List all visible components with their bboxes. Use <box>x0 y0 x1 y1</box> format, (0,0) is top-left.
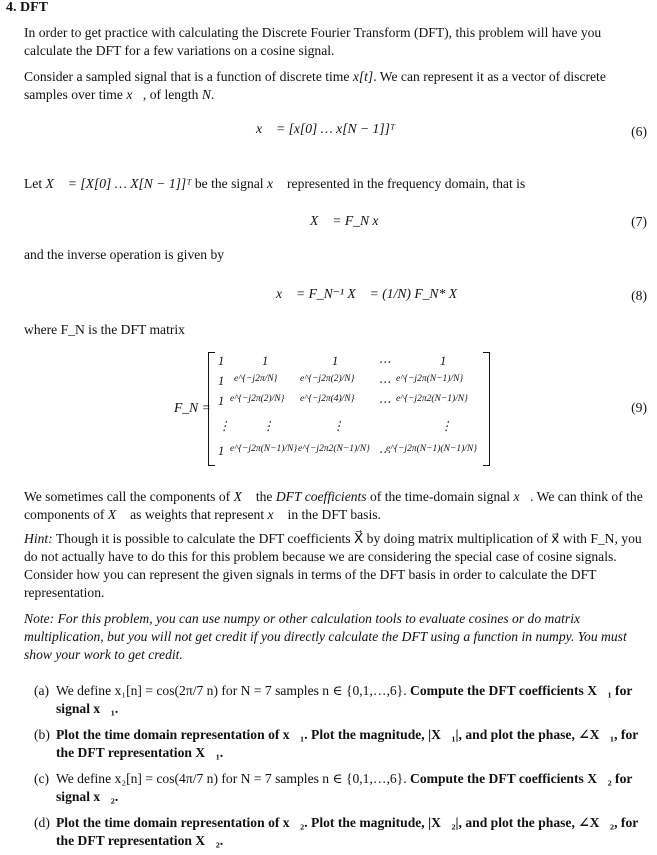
matrix-cell: 1 <box>262 354 269 368</box>
matrix-cell: ⋮ <box>440 419 453 433</box>
where-text: where F_N is the DFT matrix <box>24 322 185 337</box>
equation-7: X⃗ = F_N x⃗ <box>310 213 390 228</box>
matrix-cell: e^{−j2π(2)/N} <box>230 394 285 404</box>
equation-8: x⃗ = F_N⁻¹ X⃗ = (1/N) F_N* X⃗ <box>276 286 468 301</box>
list-item: (b) Plot the time domain representation of x⃗₁. Plot the magnitude, |X⃗₁|, and plot the phase, ∠X⃗₁, for the DFT representation X⃗₁. <box>34 727 639 760</box>
signal-paragraph: Consider a sampled signal that is a function of discrete time x[t]. We can represent it as a vector of discrete samples over time x⃗, of length N. <box>24 69 606 102</box>
matrix-cell: 1 <box>218 374 225 388</box>
equation-9-number: (9) <box>631 400 647 415</box>
matrix-cell: e^{−j2π(2)/N} <box>300 374 355 384</box>
matrix-cell: e^{−j2π(N−1)(N−1)/N} <box>386 444 478 454</box>
matrix-cell: ⋯ <box>378 375 391 389</box>
list-item: (d) Plot the time domain representation of x⃗₂. Plot the magnitude, |X⃗₂|, and plot the phase, ∠X⃗₂, for the DFT representation X⃗₂. <box>34 815 639 848</box>
equation-8-number: (8) <box>631 288 647 303</box>
note-paragraph: Note: For this problem, you can use numpy or other calculation tools to evaluate cosines or do matrix multiplication, but you will not get credit if you directly calculate the DFT using a function in numpy. You must show your work to get credit. <box>24 611 627 662</box>
matrix-cell: ⋮ <box>218 419 231 433</box>
matrix-cell: 1 <box>332 354 339 368</box>
coefficients-paragraph: We sometimes call the components of X⃗ the DFT coefficients of the time-domain signal x⃗. We can think of the components of X⃗ as weights that represent x⃗ in the DFT basis. <box>24 489 643 522</box>
intro-paragraph: In order to get practice with calculating the Discrete Fourier Transform (DFT), this problem will have you calculate the DFT for a few variations on a cosine signal. <box>24 25 602 58</box>
matrix-cell: 1 <box>218 394 225 408</box>
equation-7-number: (7) <box>631 214 647 229</box>
matrix-cell: e^{−j2π(N−1)/N} <box>396 374 464 384</box>
matrix-cell: ⋯ <box>378 445 391 459</box>
matrix-cell: ⋮ <box>262 419 275 433</box>
matrix-cell: ⋯ <box>378 395 391 409</box>
inverse-text: and the inverse operation is given by <box>24 247 225 262</box>
matrix-cell: e^{−j2π(N−1)/N} <box>230 444 298 454</box>
left-bracket <box>208 352 215 466</box>
matrix-cell: 1 <box>218 354 225 368</box>
matrix-cell: e^{−j2π(4)/N} <box>300 394 355 404</box>
equation-6: x⃗ = [x[0] … x[N − 1]]ᵀ <box>256 121 396 136</box>
hint-paragraph: Hint: Though it is possible to calculate the DFT coefficients X⃗ by doing matrix multiplication of x⃗ with F_N, you do not actually have to do this for this problem because we are considering the special case of cosine signals. Consider how you can represent the given signals in terms of the DFT basis in order to calculate the DFT representation. <box>24 531 642 600</box>
matrix-lhs: F_N = <box>174 400 211 415</box>
list-item: (a) We define x₁[n] = cos(2π/7 n) for N = 7 samples n ∈ {0,1,…,6}. Compute the DFT coefficients X⃗₁ for signal x⃗₁. <box>34 683 633 716</box>
matrix-cell: 1 <box>440 354 447 368</box>
list-item: (c) We define x₂[n] = cos(4π/7 n) for N = 7 samples n ∈ {0,1,…,6}. Compute the DFT coefficients X⃗₂ for signal x⃗₂. <box>34 771 633 804</box>
matrix-cell: e^{−j2π2(N−1)/N} <box>298 444 370 454</box>
section-heading: 4. DFT <box>6 0 48 15</box>
right-bracket <box>483 352 490 466</box>
matrix-cell: ⋯ <box>378 355 391 369</box>
matrix-cell: e^{−j2π/N} <box>234 374 278 384</box>
matrix-cell: e^{−j2π2(N−1)/N} <box>396 394 468 404</box>
matrix-cell: ⋮ <box>332 419 345 433</box>
dft-matrix <box>174 352 504 464</box>
matrix-cell: 1 <box>218 444 225 458</box>
equation-6-number: (6) <box>631 124 647 139</box>
let-paragraph: Let X⃗ = [X[0] … X[N − 1]]ᵀ be the signal x⃗ represented in the frequency domain, that is <box>24 176 526 191</box>
